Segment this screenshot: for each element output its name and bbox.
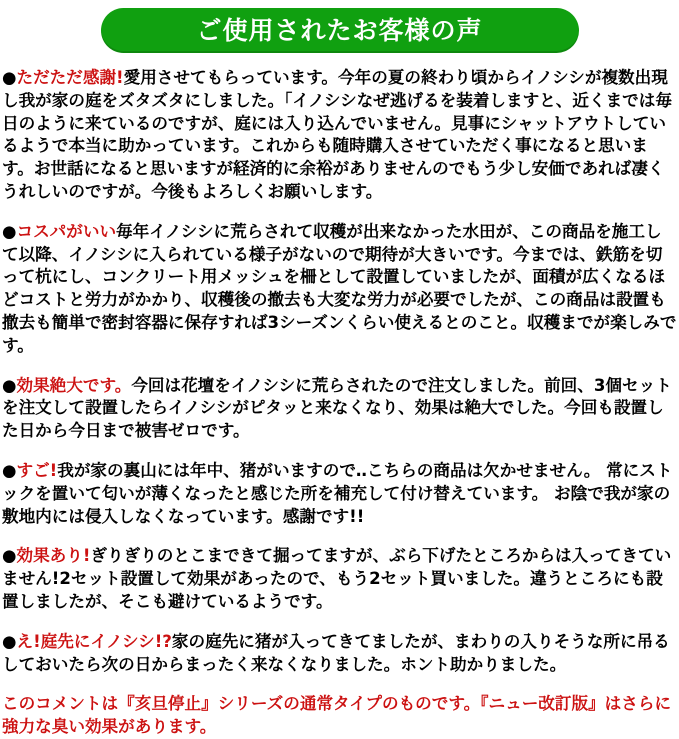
review-body: 毎年イノシシに荒らされて収穫が出来なかった水田が、この商品を施工して以降、イノシシに入られている様子がないので期待が大きいです。今までは、鉄筋を切って杭にし、コンクリート用メッシュを柵として設置していましたが、面積が広くなるほどコストと労力がかかり、収穫後の撤去も大変な労力が必要でしたが、この商品は設置も撤去も簡単で密封容器に保存すれば3シーズンくらい使えるとのこと。収穫までが楽しみです。: [2, 221, 677, 355]
review-lead: 効果あり!: [16, 546, 91, 566]
review-item: [2, 375, 677, 443]
bullet-icon: ●: [2, 375, 17, 395]
review-body: 今回は花壇をイノシシに荒らされたので注文しました。前回、3個セットを注文して設置したらイノシシがピタッと来なくなり、効果は絶大でした。今回も設置した日から今日まで被害ゼロです。: [2, 375, 672, 441]
bullet-icon: ●: [2, 546, 17, 566]
bullet-icon: ●: [2, 68, 17, 87]
bullet-icon: ●: [2, 631, 17, 651]
review-body: 家の庭先に猪が入ってきてましたが、まわりの入りそうな所に吊るしておいたら次の日からまったく来なくなりました。ホント助かりました。: [2, 631, 670, 674]
header-banner: [101, 8, 579, 53]
customer-voices-page: [0, 8, 679, 739]
bullet-icon: ●: [2, 460, 17, 480]
review-item: [2, 460, 677, 528]
page-title: ご使用されたお客様の声: [196, 16, 483, 45]
review-lead: コスパがいい: [16, 221, 117, 241]
bullet-icon: ●: [2, 221, 17, 241]
review-body: 我が家の裏山には年中、猪がいますので‥こちらの商品は欠かせません。 常にストックを置いて匂いが薄くなったと感じた所を補充して付け替えています。 お陰で我が家の敷地内には侵入しなくなっています。感謝です!!: [2, 460, 673, 526]
review-body: ぎりぎりのとこまできて掘ってますが、ぶら下げたところからは入ってきていません!2セット設置して効果があったので、もう2セット買いました。違うところにも設置しましたが、そこも避けているようです。: [2, 546, 672, 611]
review-item: [2, 545, 677, 613]
review-lead: すご!: [16, 460, 58, 480]
review-lead: ただただ感謝!: [16, 68, 124, 87]
review-item: [2, 631, 677, 677]
review-lead: 効果絶大です。: [16, 375, 132, 395]
footer-note: このコメントは『亥旦停止』シリーズの通常タイプのものです。『ニュー改訂版』はさらに強力な臭い効果があります。: [2, 694, 672, 737]
review-item: [2, 67, 677, 204]
review-lead: え!庭先にイノシシ!?: [16, 631, 172, 651]
reviews-list: [0, 67, 679, 676]
review-body: 愛用させてもらっています。今年の夏の終わり頃からイノシシが複数出現し我が家の庭をズタズタにしました。「イノシシなぜ逃げるを装着しますと、近くまでは毎日のように来ているのですが、庭には入り込んでいません。見事にシャットアウトしているようで本当に助かっています。これからも随時購入させていただく事になると思います。お世話になると思いますが経済的に余裕がありませんのでもう少し安価であれば凄くうれしいのですが。今後もよろしくお願いします。: [2, 68, 672, 201]
review-item: [2, 221, 677, 358]
